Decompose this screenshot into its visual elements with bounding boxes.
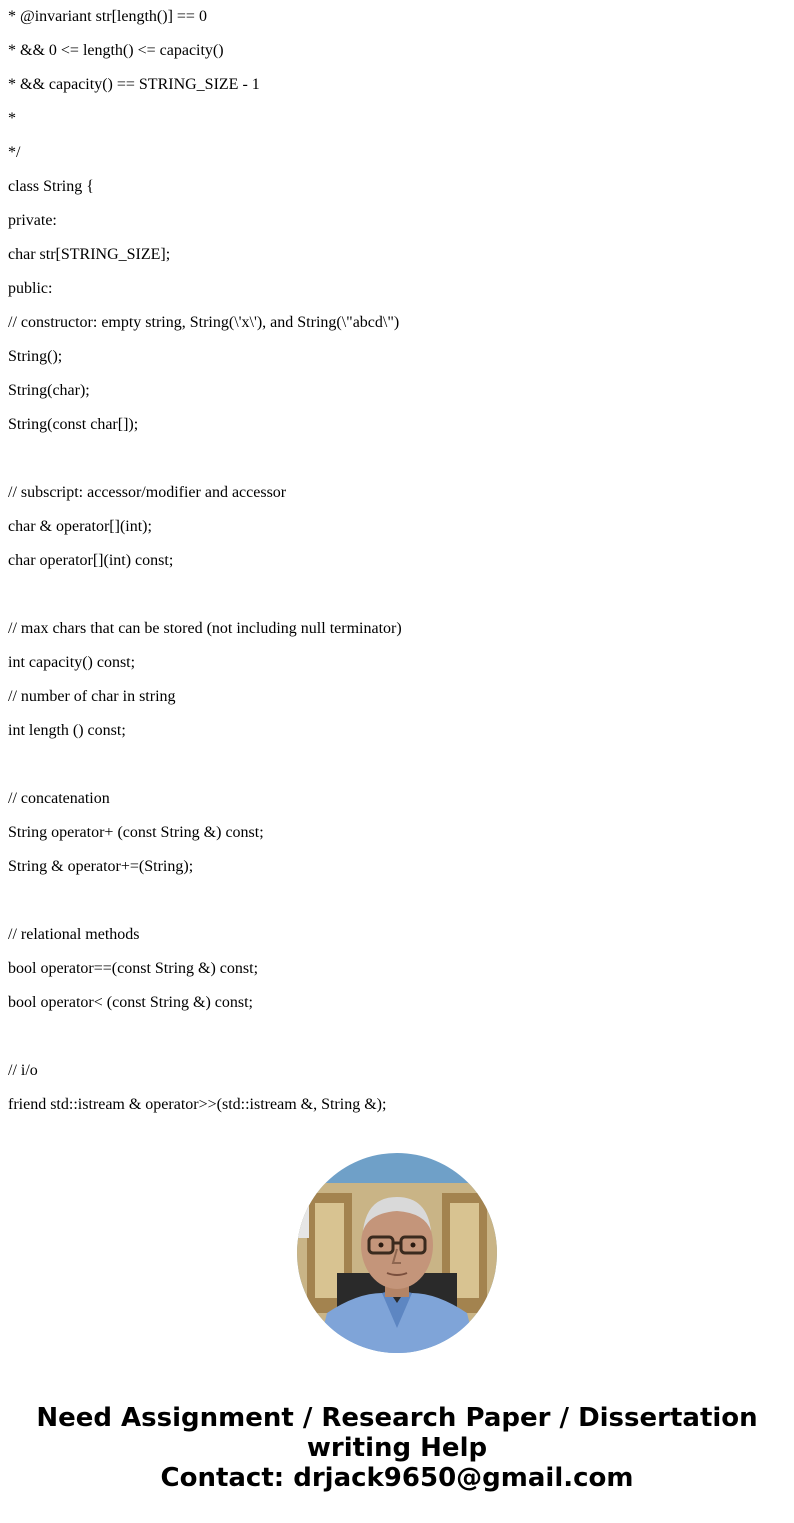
code-line: String(); bbox=[8, 348, 63, 365]
code-line: char operator[](int) const; bbox=[8, 552, 174, 569]
code-line: char & operator[](int); bbox=[8, 518, 152, 535]
code-line: * && 0 <= length() <= capacity() bbox=[8, 42, 224, 59]
blank-line bbox=[8, 1020, 402, 1054]
code-line: bool operator==(const String &) const; bbox=[8, 960, 259, 977]
code-line: String(char); bbox=[8, 382, 90, 399]
blank-line bbox=[8, 748, 402, 782]
code-line: String & operator+=(String); bbox=[8, 858, 194, 875]
code-line: public: bbox=[8, 280, 53, 297]
code-line: int length () const; bbox=[8, 722, 126, 739]
code-line: String operator+ (const String &) const; bbox=[8, 824, 264, 841]
code-line: // relational methods bbox=[8, 926, 140, 943]
promo-line-1: Need Assignment / Research Paper / Dissertation bbox=[36, 1403, 758, 1433]
author-avatar bbox=[297, 1153, 497, 1353]
code-line: * && capacity() == STRING_SIZE - 1 bbox=[8, 76, 260, 93]
promo-line-3: Contact: drjack9650@gmail.com bbox=[160, 1463, 634, 1493]
code-line: // number of char in string bbox=[8, 688, 176, 705]
code-line: int capacity() const; bbox=[8, 654, 136, 671]
blank-line bbox=[8, 442, 402, 476]
code-line: class String { bbox=[8, 178, 94, 195]
promo-line-2: writing Help bbox=[306, 1433, 488, 1463]
code-listing bbox=[8, 0, 402, 1122]
code-line: // subscript: accessor/modifier and accessor bbox=[8, 484, 287, 501]
code-line: * @invariant str[length()] == 0 bbox=[8, 8, 207, 25]
code-line: */ bbox=[8, 144, 21, 161]
author-portrait-icon bbox=[297, 1153, 497, 1353]
code-line: bool operator< (const String &) const; bbox=[8, 994, 253, 1011]
code-line: // i/o bbox=[8, 1062, 38, 1079]
code-line: private: bbox=[8, 212, 57, 229]
blank-line bbox=[8, 884, 402, 918]
code-line: // max chars that can be stored (not including null terminator) bbox=[8, 620, 402, 637]
code-line: // concatenation bbox=[8, 790, 110, 807]
blank-line bbox=[8, 578, 402, 612]
code-line: char str[STRING_SIZE]; bbox=[8, 246, 171, 263]
code-line: * bbox=[8, 110, 16, 127]
code-line: friend std::istream & operator>>(std::istream &, String &); bbox=[8, 1096, 387, 1113]
promo-banner bbox=[0, 1403, 794, 1493]
code-line: String(const char[]); bbox=[8, 416, 139, 433]
code-line: // constructor: empty string, String(\'x\'), and String(\"abcd\") bbox=[8, 314, 400, 331]
